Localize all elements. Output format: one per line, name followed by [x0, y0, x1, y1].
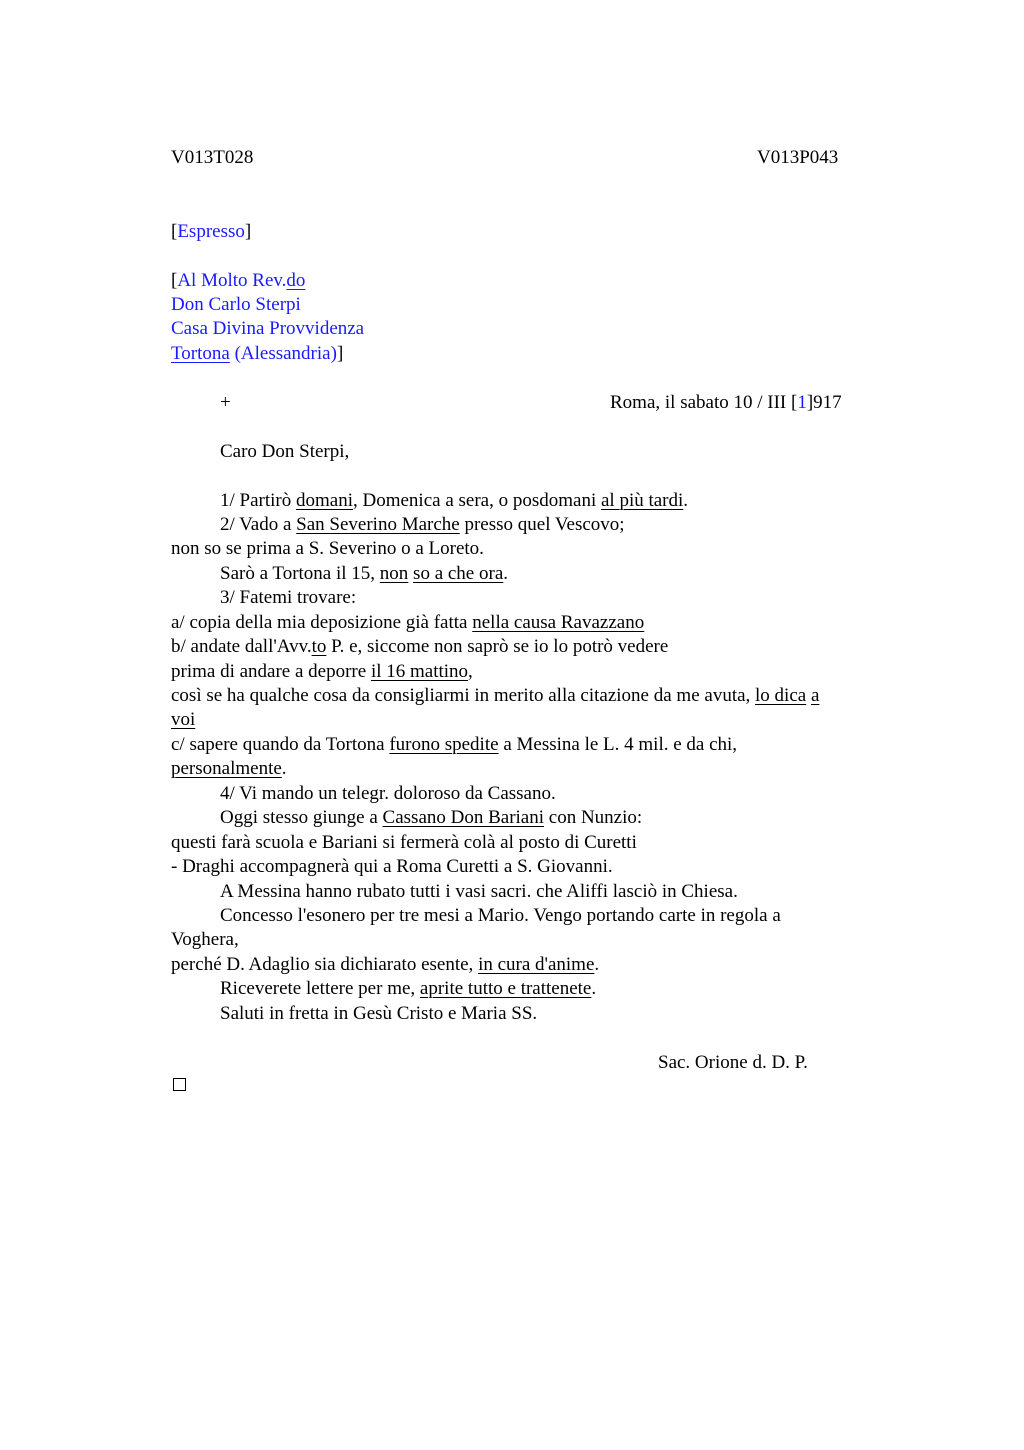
- signature: Sac. Orione d. D. P.: [658, 1052, 808, 1073]
- body-line: a/ copia della mia deposizione già fatta nella causa Ravazzano: [171, 612, 645, 633]
- body-line: voi: [171, 709, 196, 730]
- salutation: Caro Don Sterpi,: [220, 441, 350, 462]
- body-line: Oggi stesso giunge a Cassano Don Bariani con Nunzio:: [220, 807, 643, 828]
- dateline: Roma, il sabato 10 / III [1]917: [610, 392, 842, 413]
- body-line: Concesso l'esonero per tre mesi a Mario. Vengo portando carte in regola a: [220, 905, 781, 926]
- address-line-3: Casa Divina Provvidenza: [171, 318, 365, 339]
- body-line: non so se prima a S. Severino o a Loreto.: [171, 538, 484, 559]
- body-line: Voghera,: [171, 929, 239, 950]
- address-line-4: Tortona (Alessandria)]: [171, 343, 344, 364]
- body-line: b/ andate dall'Avv.to P. e, siccome non saprò se io lo potrò vedere: [171, 636, 669, 657]
- address-line-2: Don Carlo Sterpi: [171, 294, 301, 315]
- body-line: prima di andare a deporre il 16 mattino,: [171, 661, 473, 682]
- cross-mark: +: [220, 392, 231, 413]
- body-line: così se ha qualche cosa da consigliarmi in merito alla citazione da me avuta, lo dica a: [171, 685, 820, 706]
- body-line: Saluti in fretta in Gesù Cristo e Maria SS.: [220, 1003, 538, 1024]
- document-code: V013T028: [171, 147, 254, 168]
- body-line: questi farà scuola e Bariani si fermerà colà al posto di Curetti: [171, 832, 637, 853]
- body-line: Sarò a Tortona il 15, non so a che ora.: [220, 563, 509, 584]
- body-line: 2/ Vado a San Severino Marche presso quel Vescovo;: [220, 514, 625, 535]
- body-line: personalmente.: [171, 758, 287, 779]
- body-line: 3/ Fatemi trovare:: [220, 587, 357, 608]
- expresso-label: Espresso: [177, 221, 245, 242]
- body-line: perché D. Adaglio sia dichiarato esente, in cura d'anime.: [171, 954, 600, 975]
- expresso-note: [Espresso]: [171, 221, 252, 242]
- body-line: 1/ Partirò domani, Domenica a sera, o posdomani al più tardi.: [220, 490, 689, 511]
- body-line: - Draghi accompagnerà qui a Roma Curetti a S. Giovanni.: [171, 856, 613, 877]
- address-line-1: [Al Molto Rev.do: [171, 270, 306, 291]
- body-line: Riceverete lettere per me, aprite tutto e trattenete.: [220, 978, 597, 999]
- body-line: A Messina hanno rubato tutti i vasi sacri. che Aliffi lasciò in Chiesa.: [220, 881, 738, 902]
- body-line: c/ sapere quando da Tortona furono spedite a Messina le L. 4 mil. e da chi,: [171, 734, 738, 755]
- empty-box-icon: [173, 1078, 186, 1091]
- page-code: V013P043: [757, 147, 839, 168]
- body-line: 4/ Vi mando un telegr. doloroso da Cassano.: [220, 783, 556, 804]
